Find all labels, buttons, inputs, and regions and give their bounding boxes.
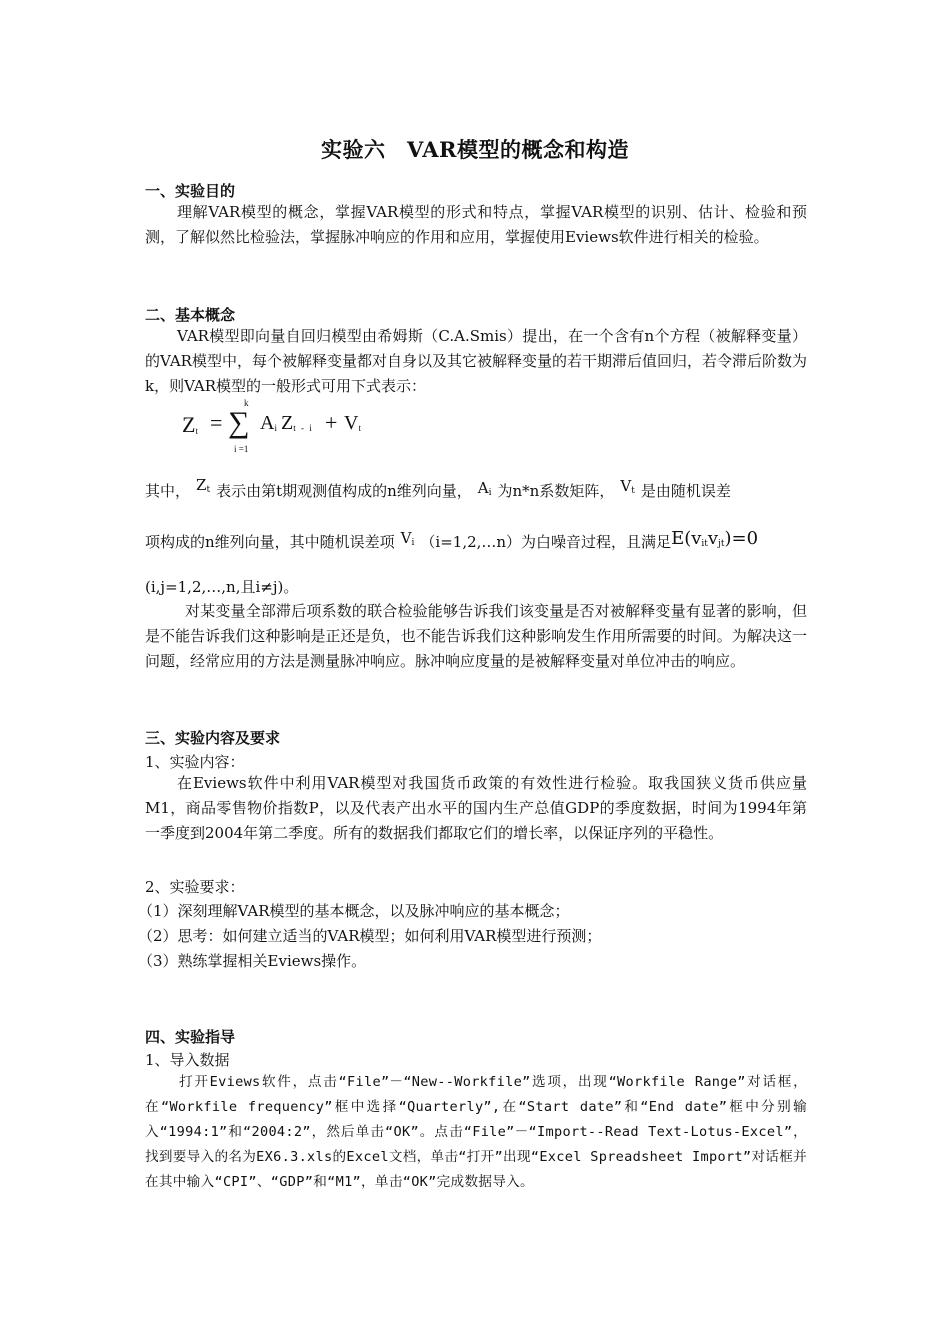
content-subheading: 1、实验内容： bbox=[145, 753, 245, 771]
page-title: 实验六 VAR模型的概念和构造 bbox=[321, 137, 629, 162]
formula-sum-bottom: i =1 bbox=[234, 444, 249, 454]
import-paragraph: 打开Eviews软件，点击“File”－“New--Workfile”选项，出现“Workfile Range”对话框，在“Workfile frequency”框中选择“Quarterly”,在“Start date”和“End date”框中分别输入“1994:1”和“2004:2”，然后单击“OK”。点击“File”－“Import--Read Text-Lotus-Excel”，找到要导入的名为EX6.3.xls的Excel文档，单击“打开”出现“Excel Spreadsheet Import”对话框并在其中输入“CPI”、“GDP”和“M1”，单击“OK”完成数据导入。 bbox=[145, 1074, 807, 1190]
summation-icon: ∑ bbox=[228, 406, 250, 439]
formula-explanation-line2: 项构成的n维列向量，其中随机误差项 Vi （i=1,2,…n）为白噪音过程，且满足E(vitvjt)=0 bbox=[145, 528, 759, 551]
section-heading-purpose: 一、实验目的 bbox=[145, 182, 236, 200]
formula-plus: + bbox=[325, 410, 338, 435]
purpose-paragraph: 理解VAR模型的概念，掌握VAR模型的形式和特点，掌握VAR模型的识别、估计、检验和预测，了解似然比检验法，掌握脉冲响应的作用和应用，掌握使用Eviews软件进行相关的检验。 bbox=[145, 203, 807, 246]
formula-equals: = bbox=[210, 410, 223, 435]
formula-term-v: Vt bbox=[344, 412, 361, 434]
expectation-condition: E(vitvjt)=0 bbox=[671, 528, 759, 549]
section-heading-guide: 四、实验指导 bbox=[145, 1028, 236, 1046]
impulse-paragraph: 对某变量全部滞后项系数的联合检验能够告诉我们该变量是否对被解释变量有显著的影响，但是不能告诉我们这种影响是正还是负，也不能告诉我们这种影响发生作用所需要的时间。为解决这一问题，经常应用的方法是测量脉冲响应。脉冲响应度量的是被解释变量对单位冲击的响应。 bbox=[145, 602, 807, 670]
formula-sum-top: k bbox=[244, 398, 249, 408]
where-a: Ai bbox=[477, 479, 492, 498]
where-v: Vt bbox=[620, 477, 635, 496]
where-vi: Vi bbox=[400, 529, 415, 548]
formula-term-z: Zt - i bbox=[281, 412, 312, 434]
requirement-item-3: （3）熟练掌握相关Eviews操作。 bbox=[138, 952, 367, 970]
requirements-subheading: 2、实验要求： bbox=[145, 878, 245, 896]
concepts-paragraph: VAR模型即向量自回归模型由希姆斯（C.A.Smis）提出，在一个含有n个方程（被解释变量）的VAR模型中，每个被解释变量都对自身以及其它被解释变量的若干期滞后值回归，若令滞后阶数为k，则VAR模型的一般形式可用下式表示： bbox=[145, 327, 807, 395]
guide-subheading-import: 1、导入数据 bbox=[145, 1051, 230, 1069]
formula-explanation-line3: (i,j=1,2,…,n,且i≠j)。 bbox=[145, 578, 299, 596]
requirement-item-1: （1）深刻理解VAR模型的基本概念，以及脉冲响应的基本概念； bbox=[138, 902, 570, 920]
where-z: Zt bbox=[196, 476, 211, 495]
formula-explanation-line1: 其中， Zt 表示由第t期观测值构成的n维列向量， Ai 为n*n系数矩阵， Vt 是由随机误差 bbox=[145, 476, 731, 500]
requirement-item-2: （2）思考：如何建立适当的VAR模型；如何利用VAR模型进行预测； bbox=[138, 927, 602, 945]
section-heading-content: 三、实验内容及要求 bbox=[145, 729, 281, 747]
var-formula bbox=[178, 398, 388, 460]
content-paragraph: 在Eviews软件中利用VAR模型对我国货币政策的有效性进行检验。取我国狭义货币供应量M1，商品零售物价指数P，以及代表产出水平的国内生产总值GDP的季度数据，时间为1994年第一季度到2004年第二季度。所有的数据我们都取它们的增长率，以保证序列的平稳性。 bbox=[145, 774, 807, 842]
section-heading-concepts: 二、基本概念 bbox=[145, 306, 236, 324]
formula-lhs: Zt bbox=[182, 412, 198, 437]
formula-term-a: Ai bbox=[260, 412, 277, 434]
